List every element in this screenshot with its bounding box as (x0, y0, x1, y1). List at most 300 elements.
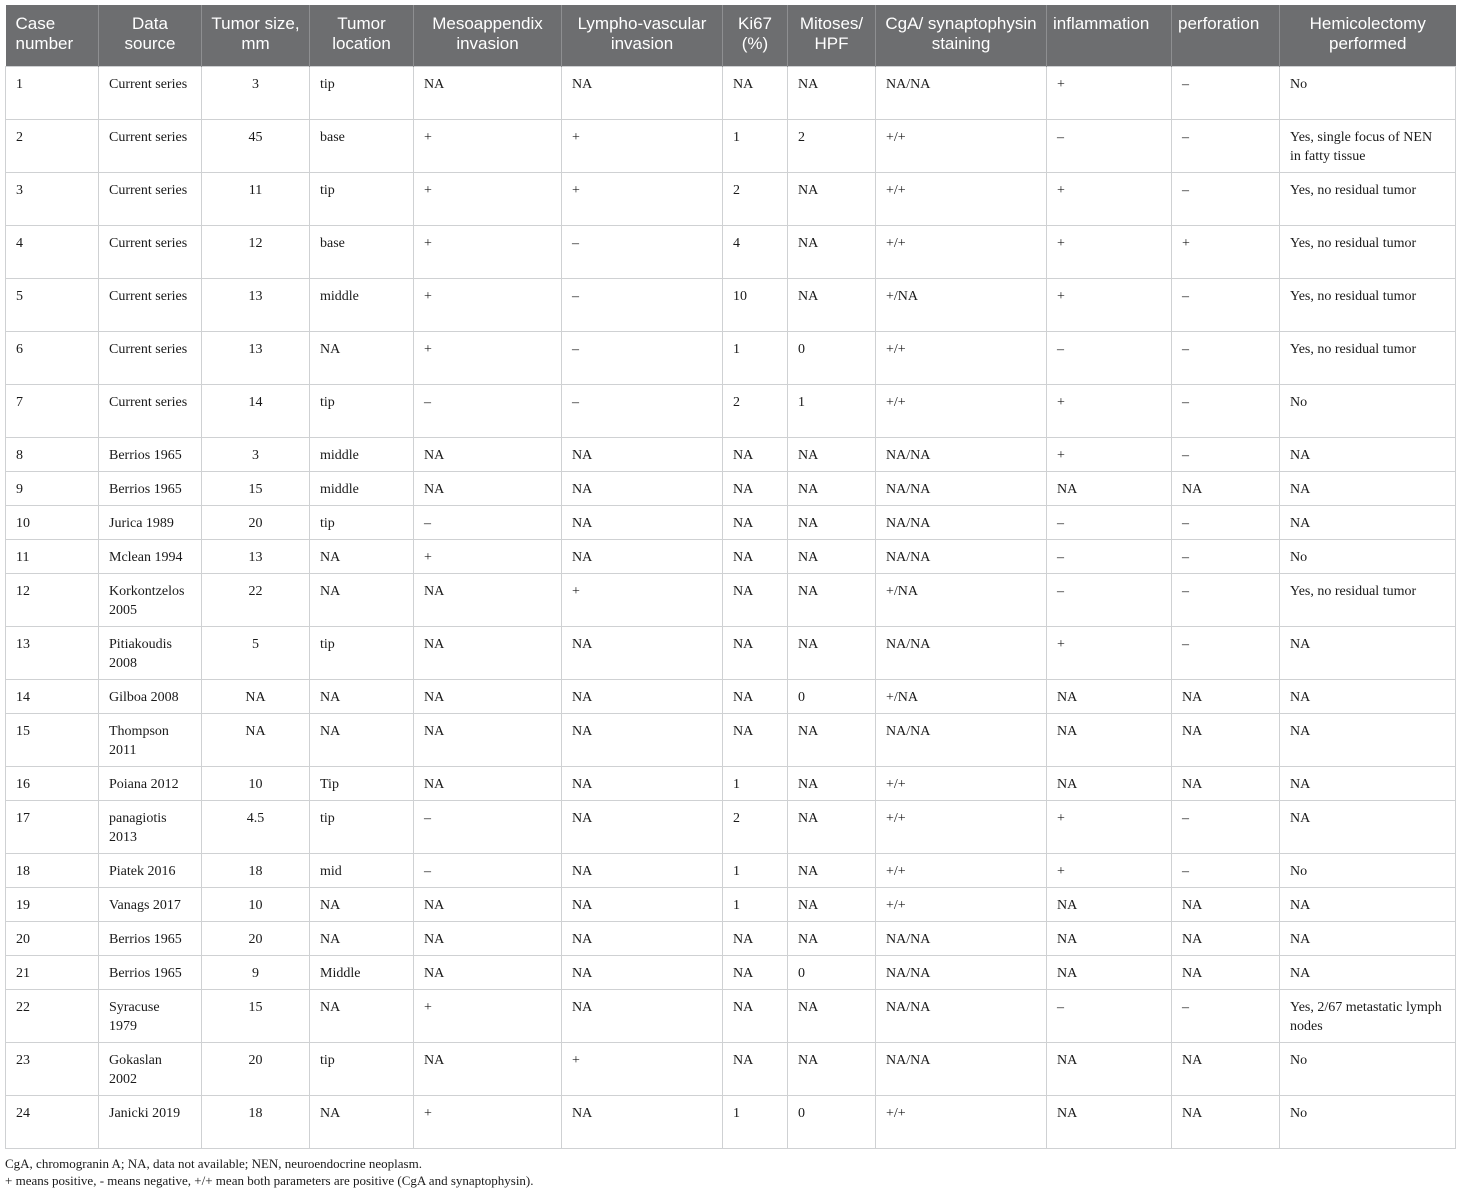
cell-tumor-location: NA (310, 573, 414, 626)
cell-case-number: 18 (6, 853, 99, 887)
cell-lympho-vascular: – (562, 225, 723, 278)
cell-lympho-vascular: + (562, 573, 723, 626)
cell-tumor-size: 12 (202, 225, 310, 278)
table-row (6, 679, 1456, 713)
cell-mesoappendix: NA (414, 713, 562, 766)
table-container (5, 5, 1455, 1149)
cell-data-source: panagiotis 2013 (99, 800, 202, 853)
cell-inflammation: NA (1047, 1095, 1172, 1148)
cell-hemicolectomy: NA (1280, 679, 1456, 713)
cell-mesoappendix: NA (414, 679, 562, 713)
cell-case-number: 9 (6, 471, 99, 505)
cell-case-number: 14 (6, 679, 99, 713)
cell-data-source: Syracuse 1979 (99, 989, 202, 1042)
cell-case-number: 5 (6, 278, 99, 331)
cell-tumor-size: NA (202, 713, 310, 766)
cell-tumor-location: tip (310, 66, 414, 119)
cell-mesoappendix: – (414, 505, 562, 539)
cell-perforation: NA (1172, 679, 1280, 713)
cell-inflammation: NA (1047, 1042, 1172, 1095)
table-row (6, 853, 1456, 887)
cell-hemicolectomy: NA (1280, 505, 1456, 539)
cell-perforation: – (1172, 384, 1280, 437)
cell-lympho-vascular: NA (562, 505, 723, 539)
cell-inflammation: NA (1047, 955, 1172, 989)
table-row (6, 66, 1456, 119)
cell-data-source: Berrios 1965 (99, 955, 202, 989)
cell-tumor-size: 20 (202, 1042, 310, 1095)
cell-tumor-location: NA (310, 921, 414, 955)
cell-cga-synaptophysin: +/+ (876, 853, 1047, 887)
cell-data-source: Janicki 2019 (99, 1095, 202, 1148)
cell-case-number: 24 (6, 1095, 99, 1148)
cell-inflammation: NA (1047, 921, 1172, 955)
cell-tumor-size: 3 (202, 437, 310, 471)
table-body (6, 66, 1456, 1148)
cell-case-number: 13 (6, 626, 99, 679)
table-row (6, 331, 1456, 384)
cell-inflammation: + (1047, 278, 1172, 331)
cell-mitoses: 2 (788, 119, 876, 172)
cell-ki67: 1 (723, 1095, 788, 1148)
cell-tumor-size: NA (202, 679, 310, 713)
col-header-mesoappendix-invasion: Mesoappendix invasion (414, 5, 562, 66)
cell-inflammation: + (1047, 384, 1172, 437)
cell-tumor-location: NA (310, 331, 414, 384)
cell-case-number: 11 (6, 539, 99, 573)
cell-data-source: Korkontzelos 2005 (99, 573, 202, 626)
cell-data-source: Gokaslan 2002 (99, 1042, 202, 1095)
cell-case-number: 10 (6, 505, 99, 539)
cell-case-number: 12 (6, 573, 99, 626)
cell-hemicolectomy: No (1280, 1042, 1456, 1095)
cell-lympho-vascular: NA (562, 713, 723, 766)
cell-ki67: 4 (723, 225, 788, 278)
cell-tumor-location: middle (310, 278, 414, 331)
cell-lympho-vascular: NA (562, 800, 723, 853)
cell-tumor-location: base (310, 225, 414, 278)
table-row (6, 766, 1456, 800)
cell-cga-synaptophysin: +/NA (876, 573, 1047, 626)
cell-inflammation: – (1047, 573, 1172, 626)
cell-mitoses: NA (788, 887, 876, 921)
cell-mitoses: NA (788, 278, 876, 331)
cell-ki67: 2 (723, 172, 788, 225)
table-row (6, 626, 1456, 679)
cell-mesoappendix: + (414, 225, 562, 278)
cell-hemicolectomy: No (1280, 384, 1456, 437)
cell-data-source: Current series (99, 384, 202, 437)
cell-lympho-vascular: NA (562, 437, 723, 471)
cell-case-number: 22 (6, 989, 99, 1042)
cell-cga-synaptophysin: NA/NA (876, 1042, 1047, 1095)
cell-tumor-size: 20 (202, 505, 310, 539)
cell-perforation: – (1172, 989, 1280, 1042)
cell-mesoappendix: + (414, 1095, 562, 1148)
cell-case-number: 17 (6, 800, 99, 853)
cell-tumor-size: 13 (202, 539, 310, 573)
cell-tumor-location: tip (310, 384, 414, 437)
col-header-data-source: Data source (99, 5, 202, 66)
cell-ki67: NA (723, 989, 788, 1042)
cell-hemicolectomy: NA (1280, 766, 1456, 800)
cell-data-source: Current series (99, 278, 202, 331)
table-row (6, 278, 1456, 331)
cell-ki67: 1 (723, 853, 788, 887)
cell-inflammation: – (1047, 331, 1172, 384)
table-row (6, 887, 1456, 921)
cell-mitoses: 0 (788, 679, 876, 713)
cell-tumor-size: 15 (202, 989, 310, 1042)
table-row (6, 384, 1456, 437)
cell-cga-synaptophysin: +/+ (876, 119, 1047, 172)
cell-perforation: – (1172, 626, 1280, 679)
cell-tumor-location: NA (310, 539, 414, 573)
table-row (6, 119, 1456, 172)
cell-data-source: Vanags 2017 (99, 887, 202, 921)
cell-inflammation: NA (1047, 766, 1172, 800)
cell-cga-synaptophysin: NA/NA (876, 921, 1047, 955)
cell-perforation: – (1172, 278, 1280, 331)
cell-mitoses: NA (788, 921, 876, 955)
table-row (6, 955, 1456, 989)
cell-ki67: NA (723, 539, 788, 573)
cell-ki67: NA (723, 713, 788, 766)
table-row (6, 989, 1456, 1042)
cell-ki67: 10 (723, 278, 788, 331)
cell-inflammation: + (1047, 626, 1172, 679)
cell-lympho-vascular: NA (562, 955, 723, 989)
cell-mesoappendix: NA (414, 573, 562, 626)
cell-cga-synaptophysin: NA/NA (876, 713, 1047, 766)
cell-case-number: 1 (6, 66, 99, 119)
cell-perforation: NA (1172, 921, 1280, 955)
col-header-inflammation: inflammation (1047, 5, 1172, 66)
cell-inflammation: + (1047, 800, 1172, 853)
cell-data-source: Current series (99, 331, 202, 384)
table-row (6, 573, 1456, 626)
cell-tumor-size: 10 (202, 887, 310, 921)
col-header-hemicolectomy: Hemicolectomy performed (1280, 5, 1456, 66)
cell-data-source: Berrios 1965 (99, 471, 202, 505)
cell-mitoses: NA (788, 713, 876, 766)
cell-ki67: NA (723, 1042, 788, 1095)
cell-perforation: NA (1172, 471, 1280, 505)
cell-case-number: 16 (6, 766, 99, 800)
cell-case-number: 20 (6, 921, 99, 955)
cell-lympho-vascular: + (562, 172, 723, 225)
cell-perforation: – (1172, 800, 1280, 853)
cell-mesoappendix: – (414, 384, 562, 437)
cell-inflammation: NA (1047, 679, 1172, 713)
cell-ki67: 1 (723, 766, 788, 800)
cell-data-source: Gilboa 2008 (99, 679, 202, 713)
cell-lympho-vascular: NA (562, 766, 723, 800)
cell-data-source: Pitiakoudis 2008 (99, 626, 202, 679)
header-row (6, 5, 1456, 66)
cell-ki67: 1 (723, 887, 788, 921)
cell-lympho-vascular: NA (562, 1095, 723, 1148)
cell-cga-synaptophysin: NA/NA (876, 626, 1047, 679)
cell-inflammation: + (1047, 437, 1172, 471)
cell-lympho-vascular: NA (562, 679, 723, 713)
cell-perforation: + (1172, 225, 1280, 278)
cell-lympho-vascular: – (562, 278, 723, 331)
cell-data-source: Current series (99, 66, 202, 119)
cell-tumor-size: 11 (202, 172, 310, 225)
cell-tumor-size: 10 (202, 766, 310, 800)
cell-tumor-location: NA (310, 713, 414, 766)
cell-cga-synaptophysin: NA/NA (876, 437, 1047, 471)
cell-mitoses: NA (788, 66, 876, 119)
cell-inflammation: + (1047, 172, 1172, 225)
cell-ki67: NA (723, 679, 788, 713)
cell-case-number: 3 (6, 172, 99, 225)
cell-ki67: NA (723, 626, 788, 679)
cell-cga-synaptophysin: +/+ (876, 766, 1047, 800)
cell-ki67: NA (723, 437, 788, 471)
cell-ki67: 2 (723, 800, 788, 853)
table-row (6, 225, 1456, 278)
cell-inflammation: – (1047, 989, 1172, 1042)
cell-tumor-location: Tip (310, 766, 414, 800)
cell-data-source: Thompson 2011 (99, 713, 202, 766)
cell-lympho-vascular: NA (562, 887, 723, 921)
cell-inflammation: – (1047, 505, 1172, 539)
cell-tumor-size: 9 (202, 955, 310, 989)
cell-lympho-vascular: + (562, 119, 723, 172)
cell-hemicolectomy: Yes, no residual tumor (1280, 573, 1456, 626)
cell-data-source: Piatek 2016 (99, 853, 202, 887)
cell-hemicolectomy: Yes, 2/67 metastatic lymph nodes (1280, 989, 1456, 1042)
cell-mesoappendix: NA (414, 921, 562, 955)
cell-tumor-location: tip (310, 505, 414, 539)
table-footnotes (5, 1155, 1455, 1189)
cell-data-source: Current series (99, 172, 202, 225)
cell-case-number: 8 (6, 437, 99, 471)
cell-tumor-size: 3 (202, 66, 310, 119)
data-table (5, 5, 1456, 1149)
cell-mesoappendix: – (414, 853, 562, 887)
cell-cga-synaptophysin: +/+ (876, 172, 1047, 225)
cell-tumor-size: 15 (202, 471, 310, 505)
cell-data-source: Current series (99, 119, 202, 172)
cell-mesoappendix: + (414, 172, 562, 225)
cell-mitoses: NA (788, 989, 876, 1042)
cell-data-source: Poiana 2012 (99, 766, 202, 800)
cell-perforation: NA (1172, 955, 1280, 989)
cell-inflammation: NA (1047, 887, 1172, 921)
col-header-lympho-vascular-invasion: Lympho-vascular invasion (562, 5, 723, 66)
cell-hemicolectomy: NA (1280, 800, 1456, 853)
cell-cga-synaptophysin: NA/NA (876, 471, 1047, 505)
cell-tumor-location: tip (310, 800, 414, 853)
cell-inflammation: + (1047, 66, 1172, 119)
cell-hemicolectomy: NA (1280, 626, 1456, 679)
cell-cga-synaptophysin: NA/NA (876, 66, 1047, 119)
cell-mitoses: NA (788, 225, 876, 278)
cell-cga-synaptophysin: +/+ (876, 225, 1047, 278)
cell-data-source: Jurica 1989 (99, 505, 202, 539)
cell-mesoappendix: + (414, 989, 562, 1042)
table-row (6, 471, 1456, 505)
cell-tumor-location: middle (310, 437, 414, 471)
cell-inflammation: – (1047, 119, 1172, 172)
cell-mitoses: NA (788, 573, 876, 626)
cell-ki67: NA (723, 573, 788, 626)
cell-hemicolectomy: No (1280, 66, 1456, 119)
cell-ki67: 1 (723, 331, 788, 384)
cell-data-source: Current series (99, 225, 202, 278)
cell-cga-synaptophysin: +/+ (876, 331, 1047, 384)
cell-mesoappendix: NA (414, 766, 562, 800)
cell-tumor-size: 13 (202, 331, 310, 384)
col-header-mitoses: Mitoses/ HPF (788, 5, 876, 66)
table-row (6, 921, 1456, 955)
cell-tumor-size: 18 (202, 853, 310, 887)
cell-cga-synaptophysin: +/+ (876, 1095, 1047, 1148)
cell-cga-synaptophysin: +/NA (876, 278, 1047, 331)
col-header-cga-synaptophysin: CgA/ synaptophysin staining (876, 5, 1047, 66)
cell-data-source: Berrios 1965 (99, 921, 202, 955)
cell-cga-synaptophysin: +/+ (876, 887, 1047, 921)
cell-tumor-size: 5 (202, 626, 310, 679)
col-header-perforation: perforation (1172, 5, 1280, 66)
cell-mesoappendix: NA (414, 1042, 562, 1095)
cell-cga-synaptophysin: NA/NA (876, 505, 1047, 539)
cell-ki67: 2 (723, 384, 788, 437)
cell-perforation: – (1172, 853, 1280, 887)
cell-lympho-vascular: NA (562, 989, 723, 1042)
cell-mitoses: 0 (788, 331, 876, 384)
table-row (6, 172, 1456, 225)
cell-cga-synaptophysin: +/+ (876, 800, 1047, 853)
table-row (6, 1042, 1456, 1095)
cell-lympho-vascular: NA (562, 626, 723, 679)
cell-hemicolectomy: NA (1280, 887, 1456, 921)
cell-case-number: 6 (6, 331, 99, 384)
cell-tumor-location: NA (310, 1095, 414, 1148)
cell-data-source: Berrios 1965 (99, 437, 202, 471)
cell-hemicolectomy: NA (1280, 437, 1456, 471)
cell-mesoappendix: NA (414, 887, 562, 921)
cell-perforation: – (1172, 66, 1280, 119)
cell-hemicolectomy: Yes, no residual tumor (1280, 331, 1456, 384)
cell-perforation: NA (1172, 887, 1280, 921)
cell-hemicolectomy: NA (1280, 713, 1456, 766)
cell-perforation: NA (1172, 713, 1280, 766)
cell-tumor-location: NA (310, 887, 414, 921)
cell-lympho-vascular: NA (562, 471, 723, 505)
cell-hemicolectomy: No (1280, 1095, 1456, 1148)
cell-lympho-vascular: – (562, 384, 723, 437)
cell-mitoses: NA (788, 1042, 876, 1095)
cell-tumor-size: 45 (202, 119, 310, 172)
col-header-tumor-size: Tumor size, mm (202, 5, 310, 66)
cell-mesoappendix: NA (414, 626, 562, 679)
cell-hemicolectomy: NA (1280, 921, 1456, 955)
cell-mitoses: NA (788, 437, 876, 471)
cell-cga-synaptophysin: NA/NA (876, 955, 1047, 989)
cell-mitoses: 0 (788, 1095, 876, 1148)
cell-perforation: – (1172, 505, 1280, 539)
cell-ki67: NA (723, 921, 788, 955)
cell-lympho-vascular: NA (562, 921, 723, 955)
cell-inflammation: + (1047, 853, 1172, 887)
cell-mitoses: NA (788, 853, 876, 887)
cell-mitoses: NA (788, 539, 876, 573)
cell-mitoses: 0 (788, 955, 876, 989)
cell-tumor-location: mid (310, 853, 414, 887)
cell-tumor-location: NA (310, 989, 414, 1042)
cell-perforation: – (1172, 172, 1280, 225)
cell-lympho-vascular: – (562, 331, 723, 384)
col-header-case-number: Case number (6, 5, 99, 66)
cell-case-number: 4 (6, 225, 99, 278)
cell-inflammation: – (1047, 539, 1172, 573)
footnote-legend: + means positive, - means negative, +/+ mean both parameters are positive (CgA and synaptophysin). (5, 1173, 534, 1188)
cell-tumor-location: tip (310, 1042, 414, 1095)
cell-hemicolectomy: NA (1280, 955, 1456, 989)
cell-mesoappendix: NA (414, 66, 562, 119)
cell-mesoappendix: NA (414, 955, 562, 989)
cell-mitoses: 1 (788, 384, 876, 437)
cell-tumor-size: 18 (202, 1095, 310, 1148)
cell-case-number: 23 (6, 1042, 99, 1095)
cell-mesoappendix: + (414, 331, 562, 384)
cell-inflammation: NA (1047, 471, 1172, 505)
cell-inflammation: NA (1047, 713, 1172, 766)
cell-perforation: NA (1172, 1095, 1280, 1148)
cell-ki67: NA (723, 471, 788, 505)
cell-case-number: 19 (6, 887, 99, 921)
cell-cga-synaptophysin: +/+ (876, 384, 1047, 437)
cell-tumor-location: tip (310, 172, 414, 225)
cell-mesoappendix: NA (414, 437, 562, 471)
cell-mitoses: NA (788, 172, 876, 225)
cell-mesoappendix: NA (414, 471, 562, 505)
cell-mesoappendix: – (414, 800, 562, 853)
cell-perforation: – (1172, 573, 1280, 626)
cell-lympho-vascular: NA (562, 66, 723, 119)
cell-ki67: NA (723, 66, 788, 119)
cell-case-number: 2 (6, 119, 99, 172)
cell-case-number: 15 (6, 713, 99, 766)
table-row (6, 539, 1456, 573)
cell-case-number: 7 (6, 384, 99, 437)
cell-tumor-size: 14 (202, 384, 310, 437)
cell-hemicolectomy: Yes, no residual tumor (1280, 225, 1456, 278)
table-row (6, 505, 1456, 539)
cell-mitoses: NA (788, 800, 876, 853)
cell-mitoses: NA (788, 626, 876, 679)
cell-perforation: – (1172, 119, 1280, 172)
table-row (6, 1095, 1456, 1148)
cell-tumor-size: 4.5 (202, 800, 310, 853)
cell-mitoses: NA (788, 471, 876, 505)
table-row (6, 713, 1456, 766)
cell-perforation: – (1172, 437, 1280, 471)
cell-inflammation: + (1047, 225, 1172, 278)
table-row (6, 800, 1456, 853)
cell-hemicolectomy: Yes, no residual tumor (1280, 172, 1456, 225)
cell-mesoappendix: + (414, 278, 562, 331)
cell-hemicolectomy: Yes, single focus of NEN in fatty tissue (1280, 119, 1456, 172)
cell-lympho-vascular: + (562, 1042, 723, 1095)
cell-hemicolectomy: Yes, no residual tumor (1280, 278, 1456, 331)
cell-ki67: NA (723, 505, 788, 539)
cell-lympho-vascular: NA (562, 853, 723, 887)
